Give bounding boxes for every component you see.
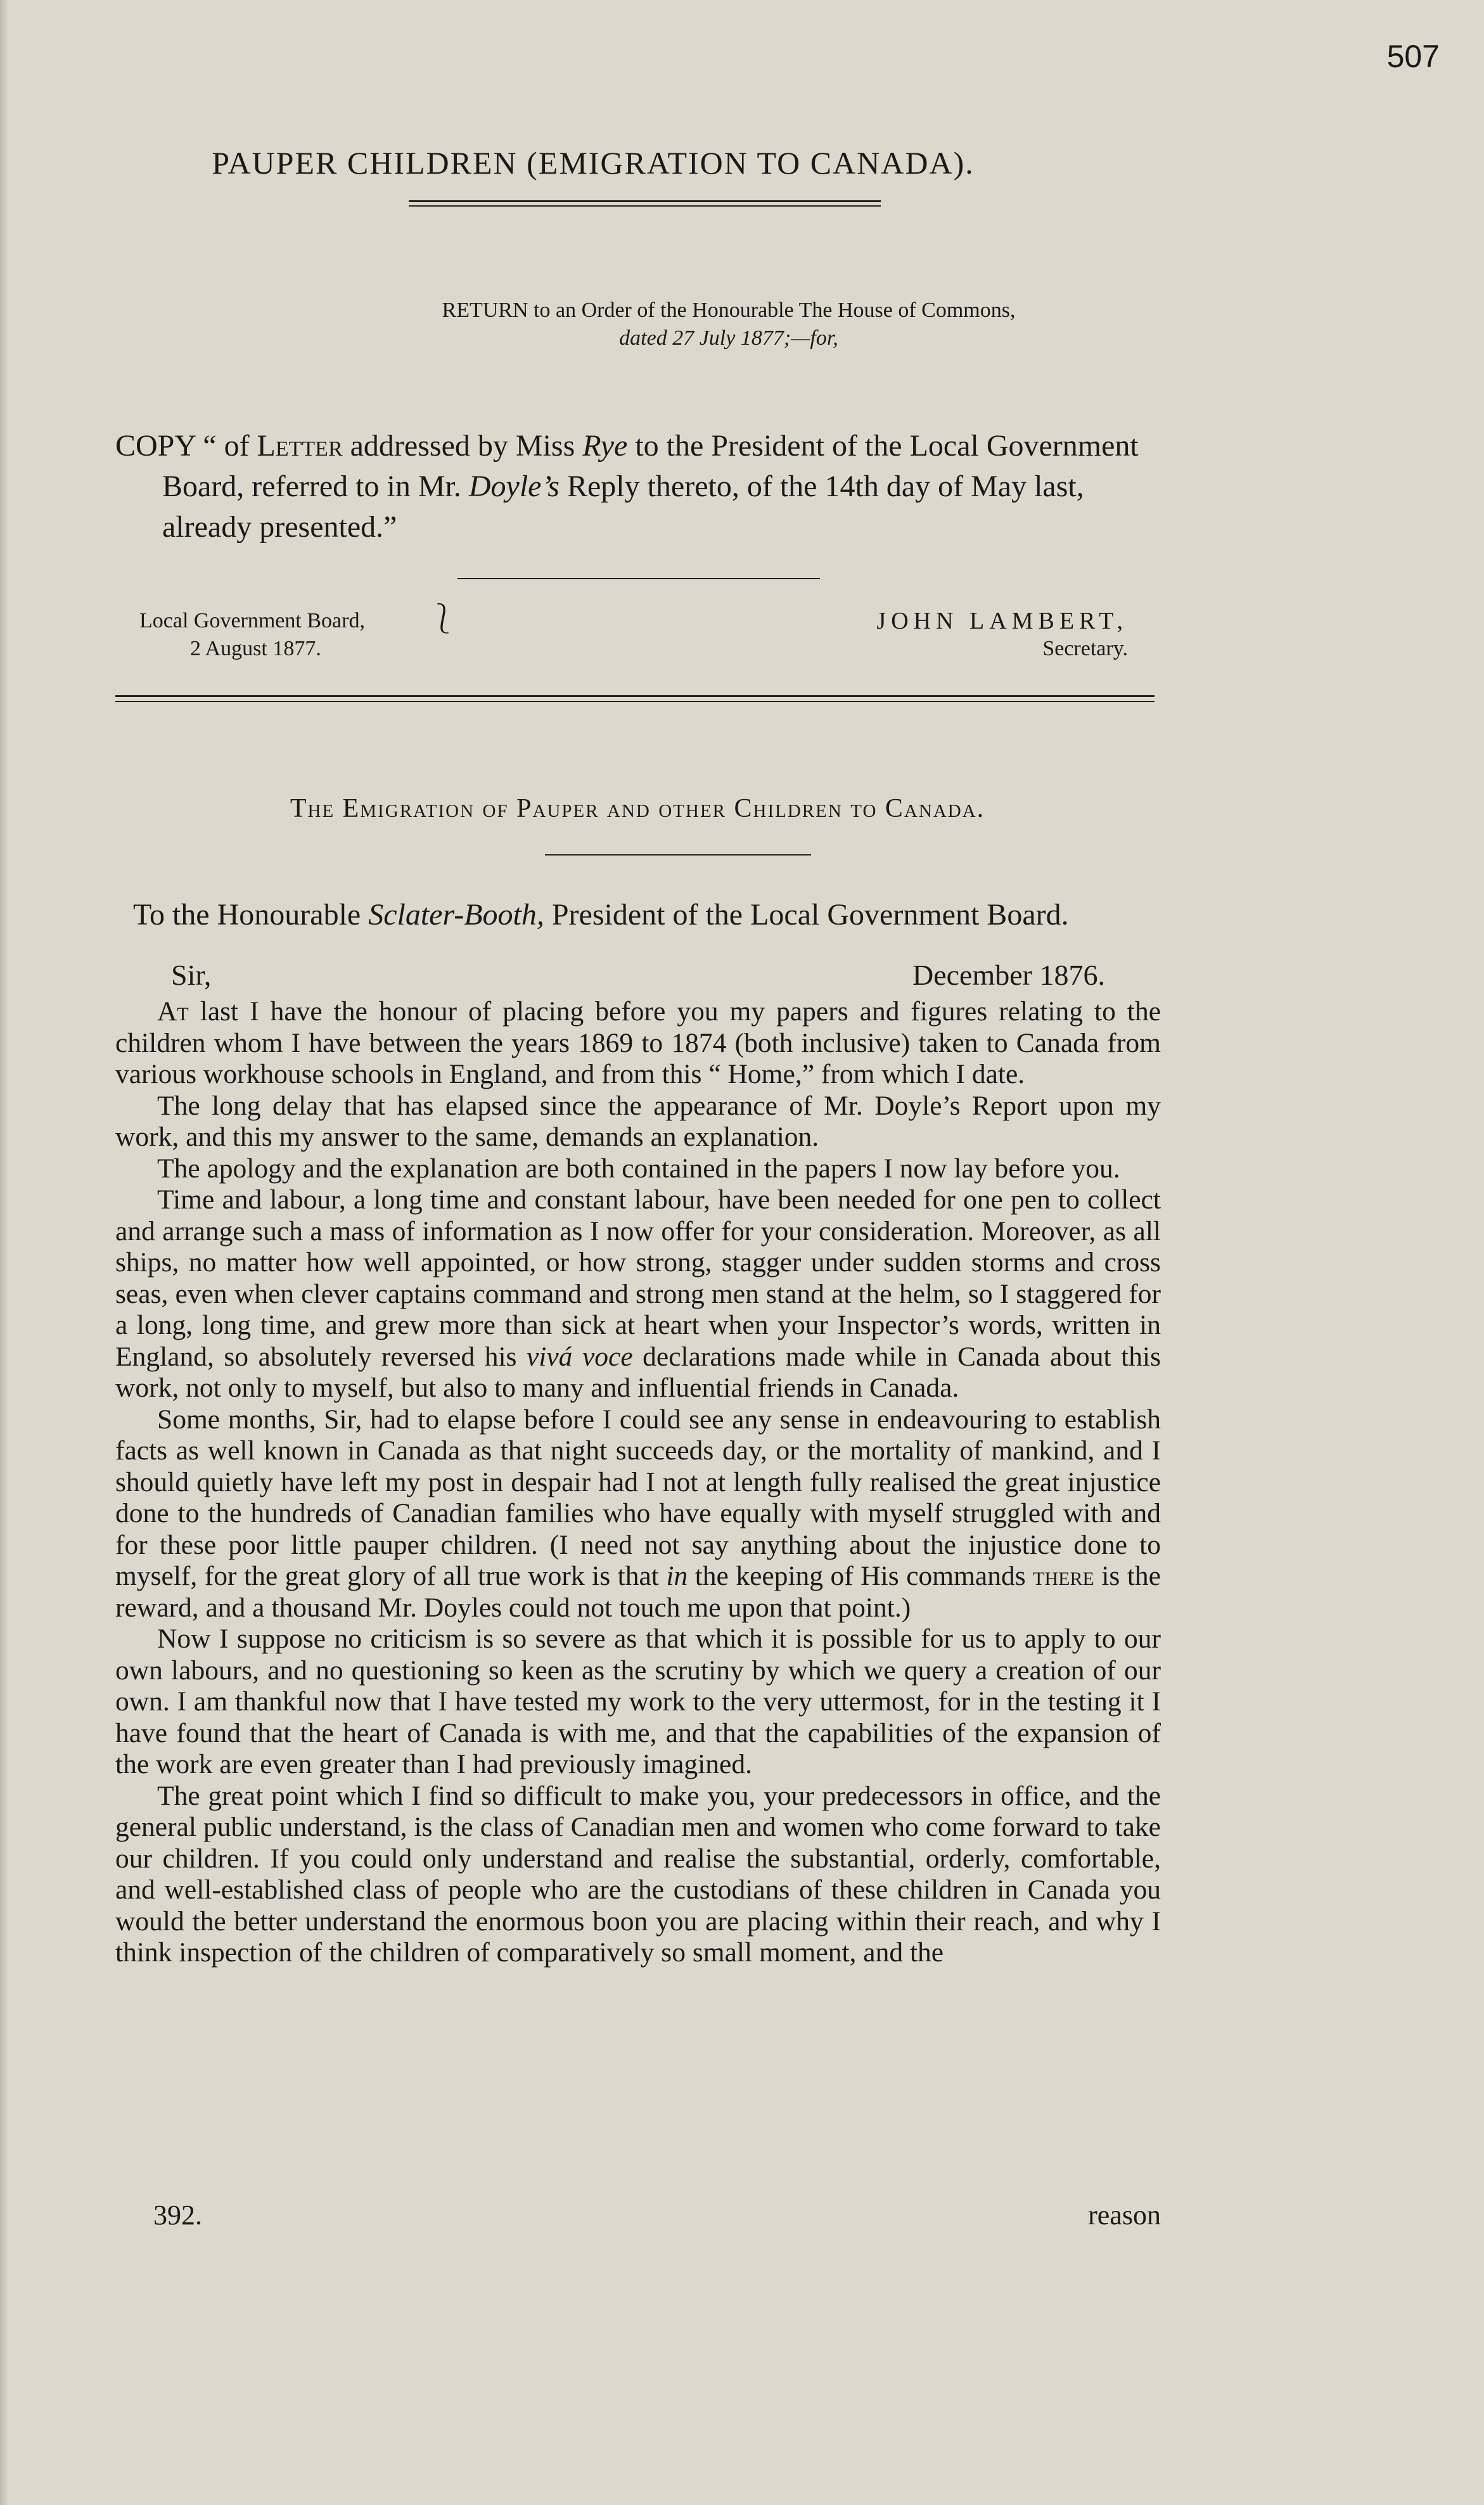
p4-text-b: declarations made while in Canada about this work, not only to myself, but also to many and influential friends in Canada. — [115, 1341, 1161, 1403]
paragraph-6: Now I suppose no criticism is so severe as that which it is possible for us to apply to our own labours, and no questioning so keen as the scrutiny by which we query a creation of our own. I am thankful now that I have tested my work to the very uttermost, for in the testing it I have found that the heart of Canada is with me, and that the capabilities of the expansion of the work are even greater than I had previously imagined. — [115, 1624, 1161, 1779]
address-text-b: President of the Local Government Board. — [544, 898, 1069, 932]
address-text-a: To the Honourable — [133, 898, 369, 932]
paragraph-2: The long delay that has elapsed since the appearance of Mr. Doyle’s Report upon my work, and this my answer to the same, demands an explanation. — [115, 1090, 1161, 1152]
signature-office — [139, 607, 365, 663]
p5-text-a: Some months, Sir, had to elapse before I could see any sense in endeavouring to establish facts as well known in Canada as that night succeeds day, or the mortality of mankind, and I should quietly have left my post in despair had I not at length fully realised the great injustice done to the hundreds of Canadian families who have equally with myself struggled with and for these poor little pauper children. (I need not say anything about the injustice done to myself, for the great glory of all true work is that — [115, 1404, 1161, 1591]
p5-text-c: is the reward, and a thousand Mr. Doyles could not touch me upon that point.) — [115, 1561, 1161, 1623]
copy-text-d: Reply thereto, of the 14th day of May last, already presented.” — [162, 470, 1084, 544]
copy-statement — [115, 426, 1155, 548]
p1-at: At — [157, 996, 189, 1027]
copy-text-b: addressed by Miss — [342, 429, 583, 463]
paragraph-7: The great point which I find so difficult to make you, your predecessors in office, and the general public understand, is the class of Canadian men and women who come forward to take our children. If you could only understand and realise the substantial, orderly, comfortable, and well-established class of people who are the custodians of these children in Canada you would the better understand the enormous boon you are placing within their reach, and why I think inspection of the children of comparatively so small moment, and the — [115, 1780, 1161, 1968]
brace-icon: ⎱ — [428, 603, 457, 635]
section-rule-bottom — [115, 701, 1155, 702]
page-number: 507 — [1386, 39, 1440, 74]
catchword: reason — [1088, 2200, 1161, 2231]
paragraph-3: The apology and the explanation are both contained in the papers I now lay before you. — [157, 1153, 1120, 1184]
copy-text-a: COPY “ of — [115, 429, 257, 463]
copy-rye: Rye — [582, 429, 628, 463]
paragraph-4 — [115, 1184, 1161, 1404]
paragraph-5 — [115, 1404, 1161, 1624]
letter-body — [115, 996, 1161, 1969]
p5-text-b: the keeping of His commands — [688, 1561, 1033, 1591]
return-line-1: RETURN to an Order of the Honourable The House of Commons, — [442, 298, 1016, 322]
footer-number: 392. — [153, 2200, 202, 2231]
copy-rule — [457, 578, 820, 579]
signature-secretary — [805, 607, 1128, 663]
address-name: Sclater-Booth, — [368, 898, 544, 932]
section-heading-text: The Emigration of Pauper and other Children to Canada. — [290, 794, 985, 823]
copy-paragraph — [115, 426, 1155, 548]
paragraph-1 — [115, 996, 1161, 1091]
page-edge — [0, 0, 9, 2505]
p1-text: last I have the honour of placing before you my papers and figures relating to the children whom I have between the years 1869 to 1874 (both inclusive) taken to Canada from various workhouse schools in England, and from this “ Home,” from which I date. — [115, 996, 1161, 1089]
heading-rule — [545, 854, 811, 855]
letter-date: December 1876. — [912, 959, 1105, 991]
copy-doyle: Doyle’s — [468, 470, 560, 503]
signature-role: Secretary. — [1042, 637, 1128, 660]
p5-in: in — [666, 1561, 688, 1591]
salutation: Sir, — [171, 959, 212, 991]
signature-name: JOHN LAMBERT, — [876, 608, 1128, 634]
letter-address — [133, 897, 1069, 932]
copy-text-c: to the President of the Local Government Board, referred to in Mr. — [162, 429, 1139, 503]
document-title-text: PAUPER CHILDREN (EMIGRATION TO CANADA). — [212, 145, 975, 181]
return-line-2: dated 27 July 1877;—for, — [619, 326, 838, 350]
signature-date: 2 August 1877. — [190, 637, 321, 660]
p5-there: there — [1033, 1561, 1094, 1591]
copy-letter: Letter — [257, 429, 343, 463]
section-heading — [0, 793, 1484, 824]
p4-viva-voce: vivá voce — [526, 1341, 633, 1372]
return-order — [190, 297, 1267, 352]
title-rule-top — [409, 200, 881, 202]
p4-text-a: Time and labour, a long time and constant labour, have been needed for one pen to collect and arrange such a mass of information as I now offer for your consideration. Moreover, as all ships, no matter how well appointed, or how strong, stagger under sudden storms and cross seas, even when clever captains command and strong men stand at the helm, so I staggered for a long, long time, and grew more than sick at heart when your Inspector’s words, written in England, so absolutely reversed his — [115, 1184, 1161, 1372]
document-title — [0, 144, 1484, 181]
title-rule-bottom — [409, 205, 881, 207]
signature-office-name: Local Government Board, — [139, 609, 365, 632]
section-rule-top — [115, 695, 1155, 697]
